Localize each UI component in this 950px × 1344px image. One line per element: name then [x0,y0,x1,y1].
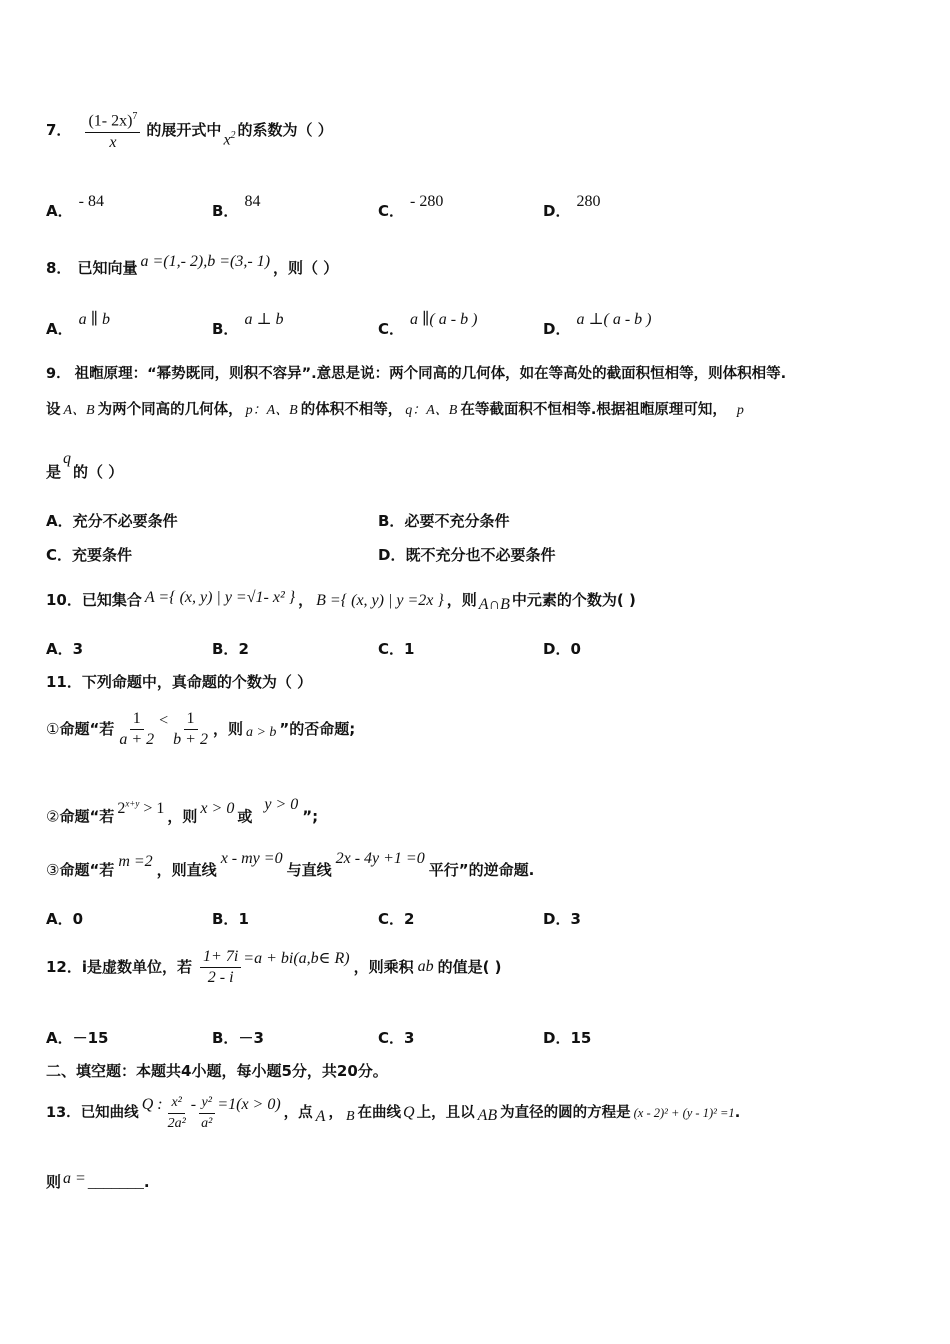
option-value: 3 [570,910,581,928]
option-label: D． [543,910,571,928]
circled-number: ③ [46,861,60,879]
question-text: 已知集合 [81,591,142,609]
option-label: D． [543,640,571,658]
question-number: 7． [46,121,72,139]
point-b: B [345,1109,355,1124]
statement-text: 与直线 [286,861,332,879]
fraction [116,709,157,750]
exponent: x+y [125,799,140,809]
statement-text: ，则 [212,720,243,738]
question-text: 的（ ） [73,463,124,481]
option-value: a ⊥( a - b ) [576,311,652,328]
option-b[interactable] [212,1027,264,1048]
option-c[interactable] [378,193,444,221]
option-c[interactable] [378,638,414,659]
math-expression: =1(x > 0) [217,1096,281,1113]
question-text: 已知曲线 [80,1105,139,1121]
option-value: 充分不必要条件 [72,512,178,530]
intersection-expression: A∩B [478,596,510,613]
fraction-numerator: 1 [184,709,198,730]
section-heading: 二、填空题：本题共4小题，每小题5分，共20分。 [46,1062,388,1080]
math-expression: a =(1,- 2),b =(3,- 1) [140,253,271,270]
fraction-numerator: (1- 2x) [88,112,133,130]
question-text: 则 [46,1173,62,1191]
fraction-numerator: y² [199,1093,215,1114]
question-text: ， [328,1105,343,1121]
statement-text: ”的否命题; [279,720,356,738]
question-12 [46,942,502,992]
option-value: 1 [404,640,415,658]
statement-text: 命题“若 [59,861,115,879]
question-text: 中元素的个数为( ) [511,591,636,609]
option-label: D． [543,320,571,338]
option-label: B． [212,1029,239,1047]
fraction-denominator: a + 2 [119,730,155,748]
option-a[interactable] [46,638,83,659]
option-value: - 84 [78,193,104,210]
statement-text: 平行”的逆命题. [428,861,535,879]
question-text: 祖暅原理：“幂势既同，则积不容异”.意思是说：两个同高的几何体，如在等高处的截面积恒相等，则体积相等. [74,366,787,382]
option-value: 3 [72,640,84,658]
circled-number: ① [46,720,60,738]
statement-text: 命题“若 [59,807,115,826]
question-number: 12． [46,958,82,976]
option-value: 0 [570,640,581,658]
question-text: ，点 [283,1105,313,1121]
fraction [170,709,211,750]
question-text: 的系数为（ ） [237,121,333,139]
option-value: 3 [404,1029,415,1047]
option-label: B． [212,640,239,658]
fraction-numerator: x² [168,1093,184,1114]
option-label: C． [378,1029,405,1047]
option-value: 280 [576,193,601,210]
set-b-expression: B ={ (x, y) | y =2x } [316,592,444,609]
math-expression: 2x - 4y +1 =0 [335,850,425,867]
option-label: A． [46,202,73,220]
fraction-denominator: x [109,133,117,151]
option-d[interactable] [543,311,652,339]
option-a[interactable] [46,311,110,339]
question-text: 在曲线 [357,1105,402,1121]
fraction-numerator: 1+ 7i [200,947,241,968]
exponent: 7 [132,111,138,123]
option-value: 充要条件 [72,546,133,564]
math-expression: a = [63,1170,86,1187]
question-text: 的体积不相等， [300,402,403,418]
question-number: 9． [46,366,71,382]
circle-equation: (x - 2)² + (y - 1)² =1 [633,1106,735,1120]
statement-text: ，则直线 [156,861,217,879]
option-label: C． [378,640,405,658]
question-text: 上，且以 [416,1105,475,1121]
option-a[interactable] [46,908,83,929]
fraction [165,1093,189,1134]
option-label: A． [46,910,73,928]
option-d[interactable] [543,1027,591,1048]
question-text: ，则 [446,591,477,609]
question-7 [46,104,333,156]
math-base: 2 [117,800,126,818]
question-9 [46,364,786,384]
option-d[interactable] [543,638,581,659]
fraction-numerator: 1 [130,709,144,730]
option-a[interactable] [46,510,178,531]
question-8 [46,253,339,279]
option-b[interactable] [212,193,261,221]
option-c[interactable] [378,311,478,339]
option-d[interactable] [543,908,581,929]
point-a: A [315,1108,326,1125]
fraction-expression [85,107,140,152]
question-text: 的展开式中 [146,121,222,139]
question-13-line-2 [46,1172,150,1193]
option-b[interactable] [212,638,249,659]
math-symbol: A、B [63,403,95,418]
option-a[interactable] [46,1027,108,1048]
option-value: 2 [404,910,415,928]
curve-q: Q [403,1104,415,1121]
math-symbol: p [736,403,744,418]
circled-number: ② [46,807,60,826]
question-11 [46,672,312,692]
option-c[interactable] [378,1027,414,1048]
question-text: 是 [46,463,62,481]
math-expression: Q : [141,1096,163,1113]
fraction-denominator: 2 - i [207,968,234,986]
option-label: C． [378,320,405,338]
option-value: a ∥( a - b ) [410,311,478,328]
option-label: A． [46,640,73,658]
fraction-denominator: b + 2 [173,730,208,748]
option-d[interactable] [378,544,555,565]
fraction [200,947,241,988]
option-label: B． [212,910,239,928]
option-value: －15 [72,1029,109,1047]
option-value: a ∥ b [78,311,110,328]
question-text: 下列命题中，真命题的个数为（ ） [81,673,313,691]
option-label: A． [46,512,73,530]
question-text: . [734,1105,741,1121]
question-text: 设 [46,402,61,418]
option-value: 2 [238,640,249,658]
question-number: 8． [46,259,72,277]
question-text: 为两个同高的几何体， [97,402,243,418]
option-b[interactable] [378,510,509,531]
question-text: . [143,1173,150,1191]
fraction-denominator: 2a² [167,1115,186,1131]
option-label: C． [46,546,73,564]
question-13 [46,1088,740,1138]
question-9-line-3 [46,450,124,483]
math-expression: =a + bi(a,b∈ R) [243,950,350,967]
math-expression: x > 0 [200,800,235,818]
statement-3 [46,850,535,881]
math-symbol: q：A、B [405,403,458,418]
option-c[interactable] [378,908,414,929]
option-value: 0 [72,910,84,928]
variable-x: x [223,131,231,149]
option-a[interactable] [46,193,104,221]
math-expression: y > 0 [264,796,299,814]
question-text: ，则（ ） [273,259,339,277]
option-c[interactable] [46,544,132,565]
math-symbol: - [190,1096,197,1113]
math-expression: m =2 [118,853,153,870]
question-text: 的值是( ) [437,958,502,976]
math-symbol: q [63,450,72,467]
fraction-denominator: a² [201,1115,213,1131]
option-label: B． [212,202,239,220]
option-b[interactable] [212,311,284,339]
fraction [198,1093,215,1134]
option-value: - 280 [410,193,444,210]
math-symbol: p：A、B [245,403,298,418]
statement-text: 或 [237,807,253,826]
question-text: 已知向量 [77,259,138,277]
math-expression: a > b [245,725,277,740]
option-d[interactable] [543,193,601,221]
math-expression: ab [417,958,434,975]
option-value: 15 [570,1029,592,1047]
option-label: D． [378,546,406,564]
question-text: ，则乘积 [353,958,414,976]
statement-text: 命题“若 [59,720,115,738]
math-symbol: < [159,712,169,729]
statement-1 [46,704,355,754]
option-value: 必要不充分条件 [404,512,510,530]
question-text: i是虚数单位，若 [81,958,193,976]
option-value: 84 [244,193,261,210]
question-text: 在等截面积不恒相等.根据祖暅原理可知， [460,402,727,418]
question-number: 13． [46,1105,81,1121]
option-label: D． [543,202,571,220]
option-label: C． [378,202,405,220]
answer-blank[interactable]: _______ [87,1174,144,1191]
statement-text: ”; [302,807,319,826]
option-value: a ⊥ b [244,311,284,328]
option-b[interactable] [212,908,249,929]
option-label: A． [46,1029,73,1047]
option-label: D． [543,1029,571,1047]
option-label: A． [46,320,73,338]
set-a-expression: A ={ (x, y) | y =√1- x² } [144,589,296,606]
question-text: 为直径的圆的方程是 [500,1105,631,1121]
statement-2 [46,796,319,827]
option-value: －3 [238,1029,264,1047]
question-10 [46,590,636,611]
segment-ab: AB [477,1107,498,1124]
statement-text: ，则 [167,807,198,826]
option-label: C． [378,910,405,928]
option-label: B． [378,512,405,530]
option-label: B． [212,320,239,338]
question-text: ， [298,591,314,609]
math-expression: x - my =0 [220,850,283,867]
question-number: 11． [46,673,82,691]
option-value: 1 [238,910,249,928]
option-value: 既不充分也不必要条件 [405,546,556,564]
math-expression: > 1 [143,800,165,818]
exponent: 2 [230,129,236,141]
question-9-line-2 [46,400,744,421]
question-number: 10． [46,591,82,609]
